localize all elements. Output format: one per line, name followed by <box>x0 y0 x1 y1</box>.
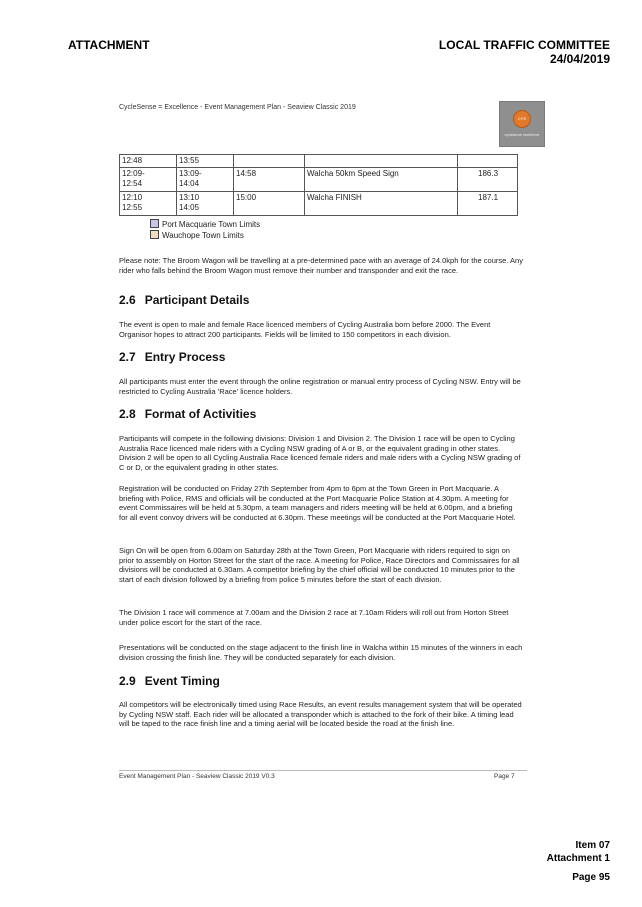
legend-swatch-icon <box>150 230 159 239</box>
logo-badge-icon: CYS <box>513 110 531 128</box>
section-number: 2.6 <box>119 293 136 307</box>
section-number: 2.7 <box>119 350 136 364</box>
section-heading-2-8 <box>119 407 256 421</box>
page-number: Page 95 <box>572 872 610 883</box>
section-heading-2-6 <box>119 293 249 307</box>
table-row <box>120 155 518 168</box>
table-cell: 13:10 14:05 <box>177 192 234 216</box>
committee-title: LOCAL TRAFFIC COMMITTEE <box>438 38 610 52</box>
section-heading-2-7 <box>119 350 225 364</box>
paragraph: The event is open to male and female Race licenced members of Cycling Australia born before 2000. The Event Organisor hopes to attract 200 participants. Fields will be limited to 150 competitors in each division. <box>119 320 491 339</box>
table-cell: 13:09- 14:04 <box>177 168 234 192</box>
legend-label: Port Macquarie Town Limits <box>162 220 261 229</box>
table-row <box>120 192 518 216</box>
section-title: Participant Details <box>144 293 250 307</box>
timing-table <box>119 154 518 216</box>
paragraph: Participants will compete in the following divisions: Division 1 and Division 2. The Division 1 race will be open to Cycling Australia Race licenced male riders with a Cycling NSW grading of A or B, or the equivalent grading in other states. Division 2 will be open to all Cycling Australia Race licenced female riders and male riders with a Cycling NSW grading of C or D, or the equivalent grading in other states. <box>119 434 521 472</box>
table-cell: 12:10 12:55 <box>120 192 177 216</box>
paragraph: Sign On will be open from 6.00am on Saturday 28th at the Town Green, Port Macquarie with riders required to sign on prior to assembly on Horton Street for the start of the race. A meeting for Police, Race Directors and Commissaires for all divisions will be conducted at 6.30am. A competitor briefing by the chief official will be conducted 10 minutes prior to the start of each division followed by a briefing from police 5 minutes before the start of each division. <box>119 546 520 584</box>
item-number: Item 07 <box>575 840 610 851</box>
section-title: Entry Process <box>144 350 226 364</box>
paragraph: The Division 1 race will commence at 7.00am and the Division 2 race at 7.10am Riders will roll out from Horton Street under police escort for the start of the race. <box>119 608 509 627</box>
paragraph: Presentations will be conducted on the stage adjacent to the finish line in Walcha within 15 minutes of the winners in each division crossing the finish line. They will be conducted separately for each division. <box>119 643 523 662</box>
table-cell: 15:00 <box>234 192 305 216</box>
legend-item-wauchope <box>150 230 244 240</box>
table-cell: 14:58 <box>234 168 305 192</box>
table-cell: 12:48 <box>120 155 177 168</box>
section-number: 2.8 <box>119 407 136 421</box>
attachment-number: Attachment 1 <box>546 853 610 864</box>
table-cell: Walcha 50km Speed Sign <box>305 168 458 192</box>
broom-wagon-note: Please note: The Broom Wagon will be travelling at a pre-determined pace with an average of 24.0kph for the course. Any rider who falls behind the Broom Wagon must remove their number and transponder and exit the race. <box>119 256 523 275</box>
section-title: Event Timing <box>144 674 220 688</box>
legend-item-port-macquarie <box>150 219 260 229</box>
section-number: 2.9 <box>119 674 136 688</box>
table-cell: 187.1 <box>458 192 518 216</box>
table-cell: 186.3 <box>458 168 518 192</box>
footer-divider <box>119 770 527 771</box>
committee-date: 24/04/2019 <box>549 52 610 66</box>
attachment-label: ATTACHMENT <box>68 38 150 52</box>
table-cell <box>458 155 518 168</box>
paragraph: Registration will be conducted on Friday 27th September from 4pm to 6pm at the Town Green in Port Macquarie. A briefing with Police, RMS and officials will be conducted at the Port Macquarie Police Station at 4.30pm. A meeting for event Commissaires will be held at 5.30pm, a team managers and riders meeting will be held at 6.00pm, and a briefing for all event convoy drivers will be conducted at 6.30pm. These meetings will be conducted at the Port Macquarie Hotel. <box>119 484 516 522</box>
doc-subheader: CycleSense = Excellence - Event Management Plan - Seaview Classic 2019 <box>119 104 356 111</box>
footer-doc-title: Event Management Plan - Seaview Classic 2019 V0.3 <box>119 773 275 780</box>
table-cell: 12:09- 12:54 <box>120 168 177 192</box>
table-cell: Walcha FINISH <box>305 192 458 216</box>
paragraph: All participants must enter the event through the online registration or manual entry process of Cycling NSW. Entry will be restricted to Cycling Australia 'Race' licence holders. <box>119 377 521 396</box>
footer-page-number: Page 7 <box>494 773 515 780</box>
section-heading-2-9 <box>119 674 220 688</box>
cyclesense-logo <box>499 101 545 147</box>
legend-swatch-icon <box>150 219 159 228</box>
table-row <box>120 168 518 192</box>
table-cell <box>305 155 458 168</box>
section-title: Format of Activities <box>144 407 257 421</box>
table-cell: 13:55 <box>177 155 234 168</box>
paragraph: All competitors will be electronically timed using Race Results, an event results management system that will be operated by Cycling NSW staff. Each rider will be allocated a transponder which is attached to the fork of their bike. A timing lead will be taped to the race finish line and a timing aerial will be located beside the road at the finish line. <box>119 700 522 728</box>
legend-label: Wauchope Town Limits <box>162 231 244 240</box>
table-cell <box>234 155 305 168</box>
logo-caption: cyclesense excellence <box>504 133 540 137</box>
